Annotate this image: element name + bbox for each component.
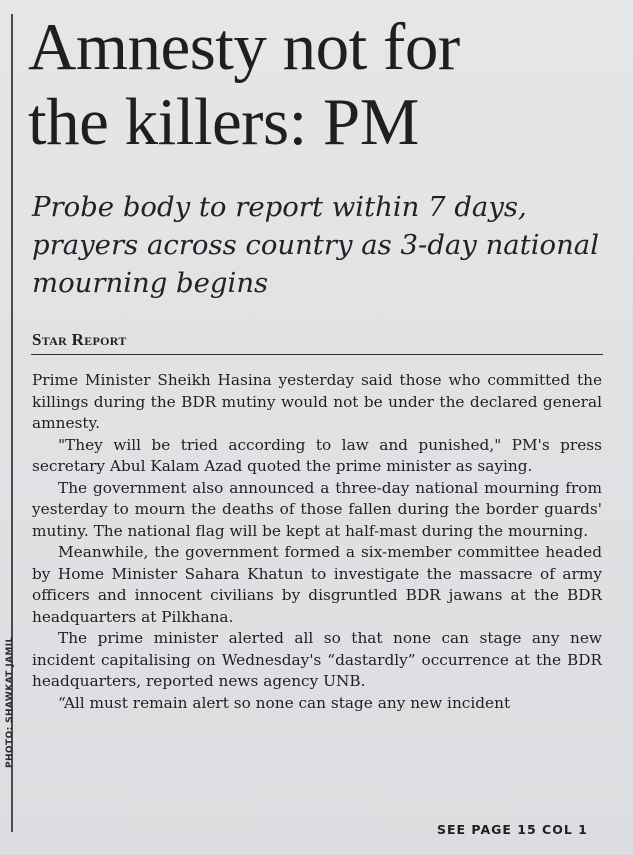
byline: Star Report bbox=[32, 330, 127, 349]
paragraph-5: The prime minister alerted all so that none can stage any new incident capitalising on Wednesday's “dastardly” occurrence at the BDR headquarters, reported news agency UNB. bbox=[32, 629, 602, 690]
headline-line-1: Amnesty not for bbox=[28, 10, 460, 84]
article-body bbox=[32, 370, 602, 714]
paragraph-4: Meanwhile, the government formed a six-member committee headed by Home Minister Sahara Khatun to investigate the massacre of army officers and innocent civilians by disgruntled BDR jawans at the BDR headquarters at Pilkhana. bbox=[32, 543, 602, 626]
paragraph-1: Prime Minister Sheikh Hasina yesterday said those who committed the killings during the BDR mutiny would not be under the declared general amnesty. bbox=[32, 371, 602, 432]
paragraph-6: “All must remain alert so none can stage any new incident bbox=[58, 693, 511, 712]
paragraph-3: The government also announced a three-day national mourning from yesterday to mourn the deaths of those fallen during the border guards' mutiny. The national flag will be kept at half-mast during the mourning. bbox=[32, 478, 602, 540]
headline bbox=[28, 10, 628, 160]
subheadline: Probe body to report within 7 days, prayers across country as 3-day national mourning begins bbox=[32, 191, 599, 299]
photo-credit: PHOTO: SHAWKAT JAMIL bbox=[5, 636, 15, 768]
paragraph-2: "They will be tried according to law and punished," PM's press secretary Abul Kalam Azad quoted the prime minister as saying. bbox=[32, 435, 602, 475]
headline-line-2: the killers: PM bbox=[28, 85, 419, 159]
continuation-jump-line: SEE PAGE 15 COL 1 bbox=[437, 822, 588, 837]
byline-divider bbox=[31, 354, 603, 355]
